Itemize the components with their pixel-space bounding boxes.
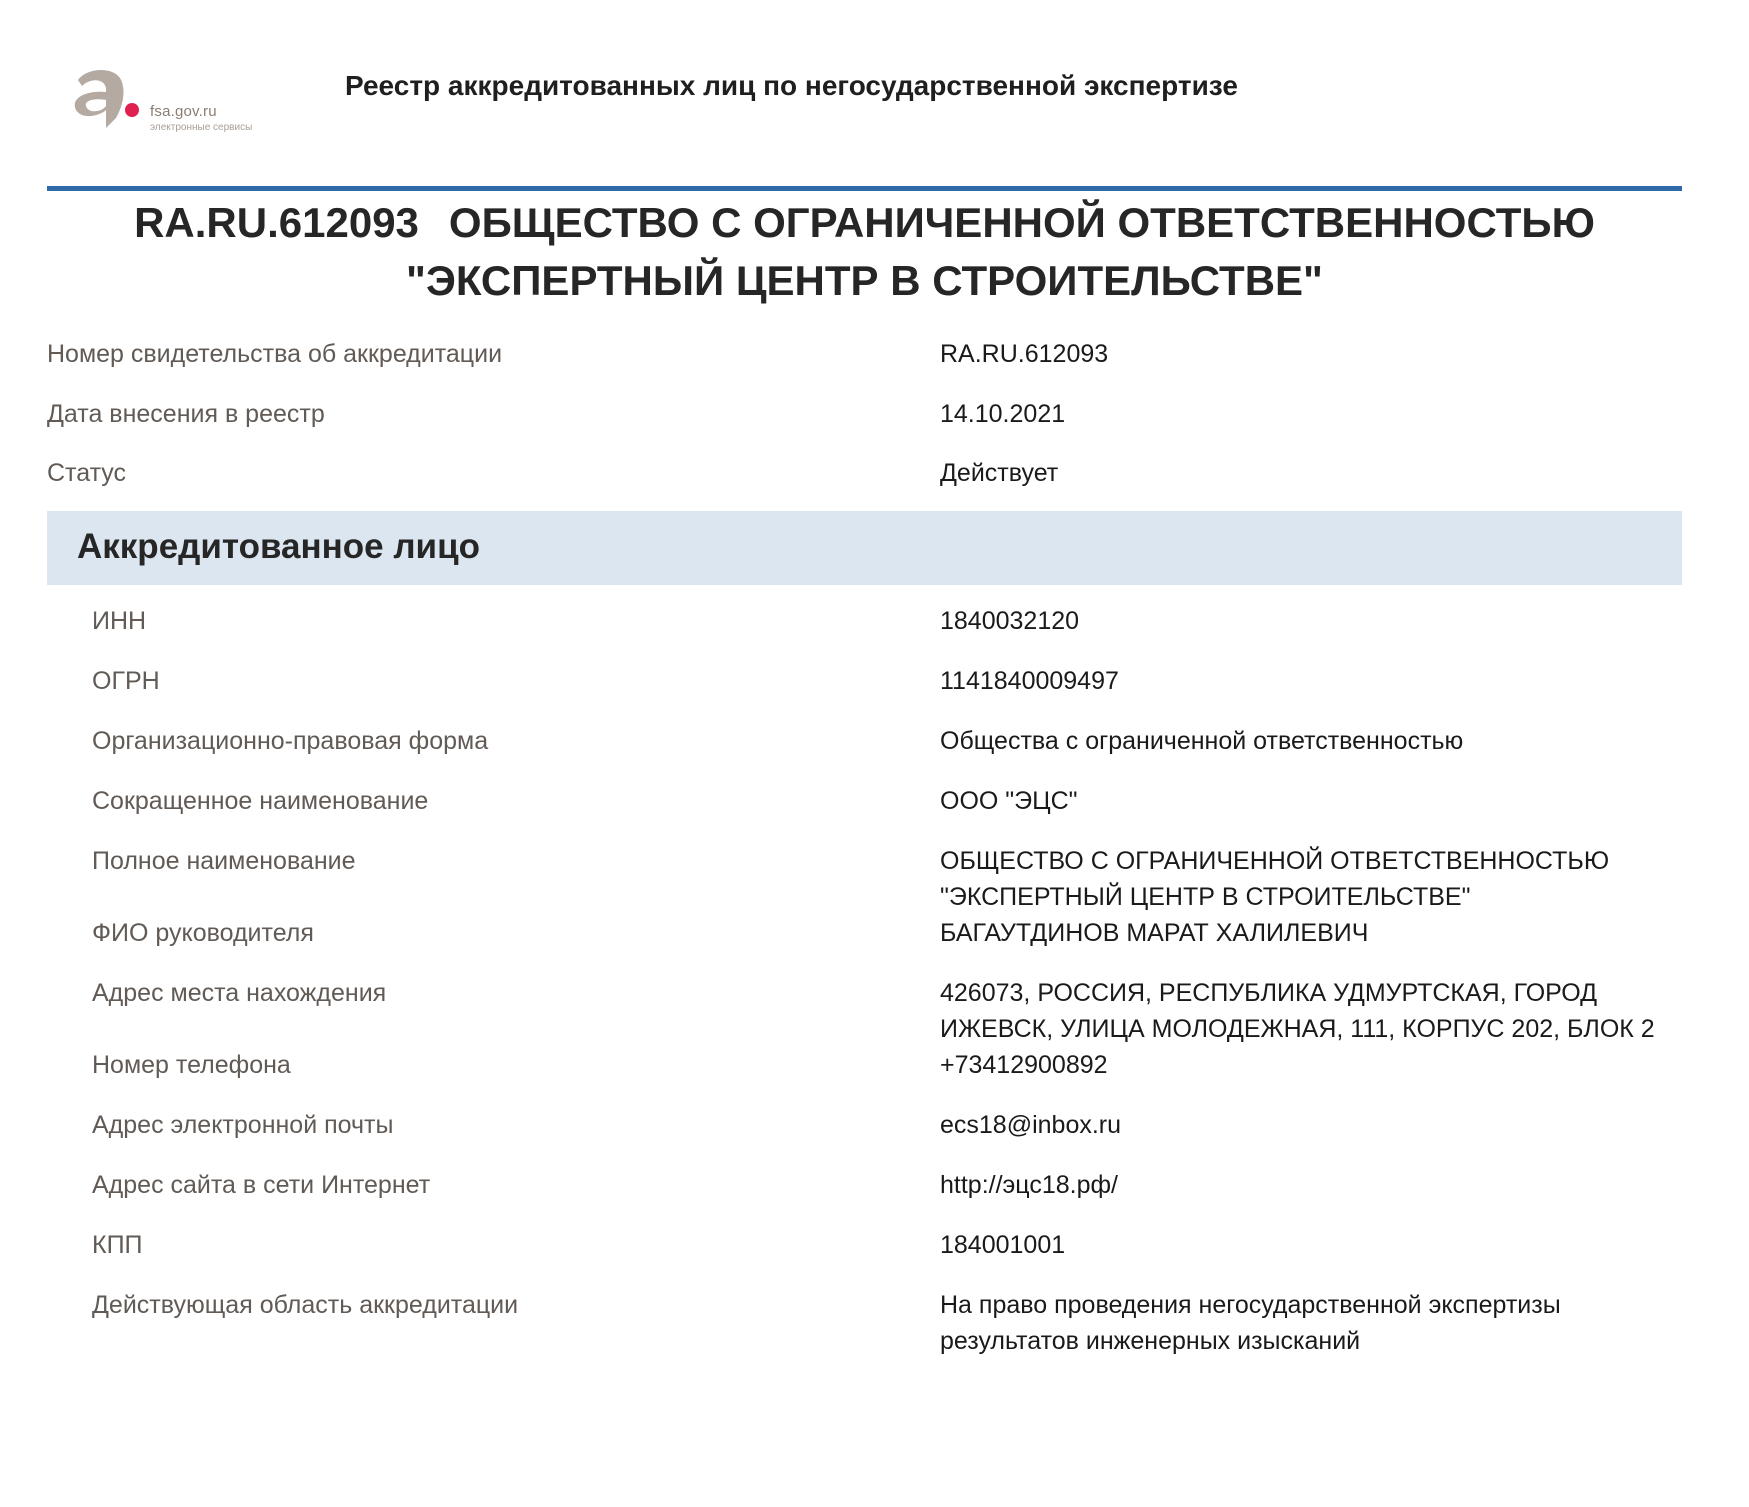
document-title <box>47 194 1682 310</box>
address-label: Адрес места нахождения <box>92 979 387 1007</box>
ogrn-label: ОГРН <box>92 667 160 695</box>
fsa-logo-icon <box>72 66 142 130</box>
legal-form-label: Организационно-правовая форма <box>92 727 489 755</box>
date-label: Дата внесения в реестр <box>47 400 325 428</box>
document-number: RA.RU.612093 <box>134 199 419 246</box>
head-value: БАГАУТДИНОВ МАРАТ ХАЛИЛЕВИЧ <box>940 919 1369 947</box>
date-value: 14.10.2021 <box>940 400 1066 428</box>
registry-title: Реестр аккредитованных лиц по негосударственной экспертизе <box>345 70 1238 101</box>
email-value: ecs18@inbox.ru <box>940 1111 1122 1139</box>
section-title: Аккредитованное лицо <box>77 527 480 566</box>
logo-subtitle: электронные сервисы <box>150 122 253 133</box>
full-name-value: ОБЩЕСТВО С ОГРАНИЧЕННОЙ ОТВЕТСТВЕННОСТЬЮ "ЭКСПЕРТНЫЙ ЦЕНТР В СТРОИТЕЛЬСТВЕ" <box>940 847 1610 911</box>
website-label: Адрес сайта в сети Интернет <box>92 1171 431 1199</box>
scope-label: Действующая область аккредитации <box>92 1291 519 1319</box>
logo-site: fsa.gov.ru <box>150 103 217 120</box>
status-label: Статус <box>47 459 127 487</box>
phone-value: +73412900892 <box>940 1051 1108 1079</box>
certificate-value: RA.RU.612093 <box>940 340 1109 368</box>
kpp-label: КПП <box>92 1231 143 1259</box>
inn-label: ИНН <box>92 607 147 635</box>
phone-label: Номер телефона <box>92 1051 291 1079</box>
short-name-value: ООО "ЭЦС" <box>940 787 1078 815</box>
email-label: Адрес электронной почты <box>92 1111 394 1139</box>
section-accredited-entity <box>47 511 1682 585</box>
inn-value: 1840032120 <box>940 607 1080 635</box>
header-divider <box>47 186 1682 191</box>
address-value: 426073, РОССИЯ, РЕСПУБЛИКА УДМУРТСКАЯ, ГОРОД ИЖЕВСК, УЛИЦА МОЛОДЕЖНАЯ, 111, КОРПУС 202, БЛОК 2 <box>940 979 1655 1043</box>
ogrn-value: 1141840009497 <box>940 667 1119 695</box>
status-value: Действует <box>940 459 1059 487</box>
website-value: http://эцс18.рф/ <box>940 1171 1119 1199</box>
document-name: ОБЩЕСТВО С ОГРАНИЧЕННОЙ ОТВЕТСТВЕННОСТЬЮ "ЭКСПЕРТНЫЙ ЦЕНТР В СТРОИТЕЛЬСТВЕ" <box>406 199 1595 304</box>
logo-dot <box>125 103 139 117</box>
fsa-logo <box>72 66 292 146</box>
scope-value: На право проведения негосударственной экспертизы результатов инженерных изысканий <box>940 1291 1561 1355</box>
kpp-value: 184001001 <box>940 1231 1066 1259</box>
legal-form-value: Общества с ограниченной ответственностью <box>940 727 1464 755</box>
full-name-label: Полное наименование <box>92 847 356 875</box>
short-name-label: Сокращенное наименование <box>92 787 429 815</box>
certificate-label: Номер свидетельства об аккредитации <box>47 340 503 368</box>
head-label: ФИО руководителя <box>92 919 314 947</box>
